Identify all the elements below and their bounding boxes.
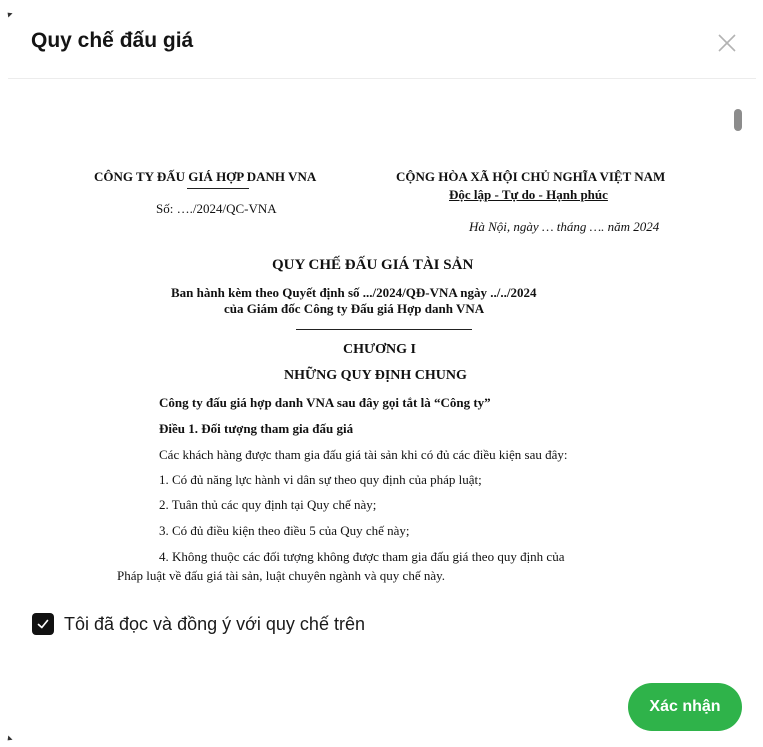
scrollbar-thumb[interactable] bbox=[734, 109, 742, 131]
article-1-lead: Các khách hàng được tham gia đấu giá tài sản khi có đủ các điều kiện sau đây: bbox=[159, 447, 568, 462]
article-1-item: 2. Tuân thủ các quy định tại Quy chế này; bbox=[159, 497, 377, 512]
agree-checkbox[interactable] bbox=[32, 613, 54, 635]
chapter-number: CHƯƠNG I bbox=[343, 342, 416, 357]
document-subtitle-line1: Ban hành kèm theo Quyết định số .../2024/QĐ-VNA ngày ../../2024 bbox=[171, 285, 537, 300]
article-1-title: Điều 1. Đối tượng tham gia đấu giá bbox=[159, 421, 354, 436]
title-rule bbox=[296, 329, 472, 330]
nation-name: CỘNG HÒA XÃ HỘI CHỦ NGHĨA VIỆT NAM bbox=[396, 169, 666, 184]
modal-header bbox=[0, 0, 763, 78]
article-1-item-continued: Pháp luật về đấu giá tài sản, luật chuyên ngành và quy chế này. bbox=[117, 568, 446, 583]
article-1-item: 3. Có đủ điều kiện theo điều 5 của Quy chế này; bbox=[159, 523, 410, 538]
close-icon bbox=[714, 30, 740, 56]
modal-title: Quy chế đấu giá bbox=[31, 29, 194, 52]
check-icon bbox=[36, 617, 50, 631]
agree-checkbox-row[interactable] bbox=[32, 611, 365, 637]
intro-paragraph: Công ty đấu giá hợp danh VNA sau đây gọi tắt là “Công ty” bbox=[159, 395, 491, 410]
corner-mark bbox=[5, 735, 12, 742]
agree-label: Tôi đã đọc và đồng ý với quy chế trên bbox=[64, 613, 365, 634]
company-name: CÔNG TY ĐẤU GIÁ HỢP DANH VNA bbox=[94, 169, 317, 184]
article-1-item: 1. Có đủ năng lực hành vi dân sự theo quy định của pháp luật; bbox=[159, 472, 482, 487]
motto: Độc lập - Tự do - Hạnh phúc bbox=[449, 187, 608, 202]
doc-number: Số: …./2024/QC-VNA bbox=[156, 201, 277, 216]
place-date: Hà Nội, ngày … tháng …. năm 2024 bbox=[469, 219, 660, 234]
confirm-button[interactable]: Xác nhận bbox=[628, 683, 742, 731]
document-viewer[interactable] bbox=[0, 79, 763, 599]
document-subtitle-line2: của Giám đốc Công ty Đấu giá Hợp danh VNA bbox=[224, 301, 485, 316]
company-underline bbox=[187, 188, 249, 189]
close-button[interactable] bbox=[714, 30, 740, 56]
article-1-item: 4. Không thuộc các đối tượng không được tham gia đấu giá theo quy định của bbox=[159, 549, 565, 564]
chapter-title: NHỮNG QUY ĐỊNH CHUNG bbox=[284, 368, 467, 383]
document-title: QUY CHẾ ĐẤU GIÁ TÀI SẢN bbox=[272, 257, 474, 273]
